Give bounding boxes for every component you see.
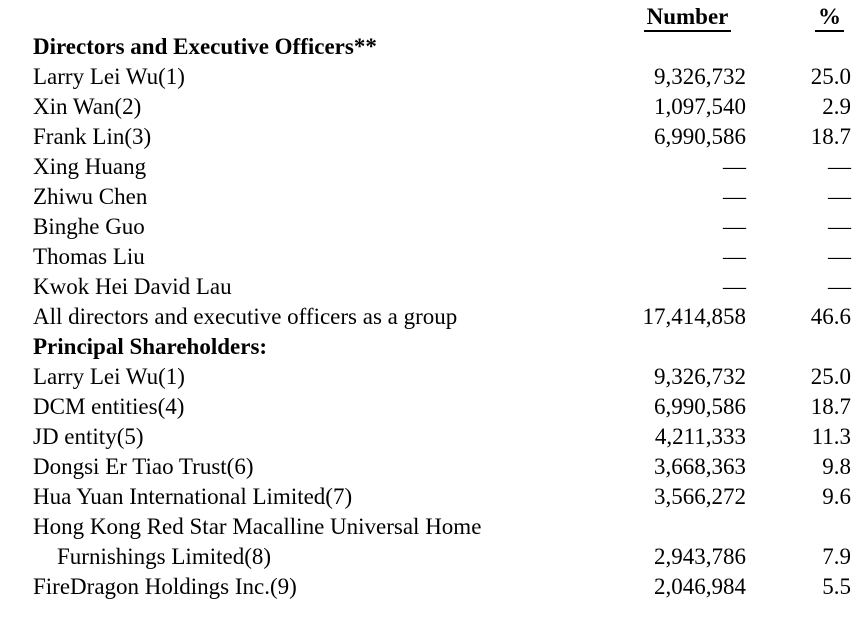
- section-heading: Directors and Executive Officers**: [33, 34, 377, 59]
- entity-name-cell: Xin Wan(2): [33, 94, 142, 119]
- shares-number-cell: —: [723, 184, 746, 209]
- shares-number-cell: 3,668,363: [654, 454, 746, 479]
- entity-name-cell: FireDragon Holdings Inc.(9): [33, 574, 297, 599]
- shares-number-cell: 4,211,333: [654, 424, 746, 449]
- entity-name-cell: Larry Lei Wu(1): [33, 64, 185, 89]
- percent-cell: —: [828, 214, 851, 239]
- table-row: [33, 62, 851, 92]
- number-header-label: Number: [644, 4, 732, 32]
- entity-name-cell: Frank Lin(3): [33, 124, 152, 149]
- table-row: [33, 422, 851, 452]
- table-row: [33, 152, 851, 182]
- percent-column-header: [746, 2, 851, 32]
- table-row: [33, 572, 851, 602]
- shares-number-cell: —: [723, 154, 746, 179]
- entity-name-cell: Dongsi Er Tiao Trust(6): [33, 454, 254, 479]
- percent-header-box: [808, 2, 851, 32]
- percent-cell: 18.7: [810, 124, 851, 149]
- shares-number-cell: 9,326,732: [654, 364, 746, 389]
- percent-cell: 46.6: [810, 304, 851, 329]
- entity-name-cell: Hua Yuan International Limited(7): [33, 484, 353, 509]
- table-row-section-directors: [33, 32, 851, 62]
- percent-cell: [746, 32, 851, 62]
- entity-name-cell: Larry Lei Wu(1): [33, 364, 185, 389]
- entity-name-cell: Thomas Liu: [33, 244, 145, 269]
- shares-number-cell: 17,414,858: [642, 304, 746, 329]
- entity-name-cell: Xing Huang: [33, 154, 147, 179]
- shares-number-cell: 1,097,540: [654, 94, 746, 119]
- table-row-wrapped-name-line2: [33, 542, 851, 572]
- percent-cell: 25.0: [810, 64, 851, 89]
- table-row: [33, 242, 851, 272]
- percent-cell: 5.5: [822, 574, 851, 599]
- shares-number-cell: 2,046,984: [654, 574, 746, 599]
- shares-number-cell: [609, 332, 746, 362]
- column-header-row: [33, 2, 851, 32]
- percent-cell: 7.9: [822, 544, 851, 569]
- table-row: [33, 362, 851, 392]
- shares-number-cell: [609, 512, 746, 542]
- percent-cell: —: [828, 184, 851, 209]
- percent-cell: 18.7: [810, 394, 851, 419]
- percent-cell: —: [828, 154, 851, 179]
- percent-cell: 11.3: [811, 424, 851, 449]
- percent-cell: [746, 512, 851, 542]
- percent-cell: —: [828, 244, 851, 269]
- shares-number-cell: 2,943,786: [654, 544, 746, 569]
- table-row: [33, 392, 851, 422]
- entity-name-cell: Kwok Hei David Lau: [33, 274, 232, 299]
- percent-cell: 25.0: [810, 364, 851, 389]
- table-row-wrapped-name-line1: [33, 512, 851, 542]
- percent-cell: 9.8: [822, 454, 851, 479]
- entity-name-cell: Furnishings Limited(8): [57, 544, 272, 569]
- entity-name-cell: Binghe Guo: [33, 214, 145, 239]
- shares-number-cell: [609, 32, 746, 62]
- shares-number-cell: 9,326,732: [654, 64, 746, 89]
- entity-name-cell: All directors and executive officers as a group: [33, 304, 458, 329]
- percent-cell: —: [828, 274, 851, 299]
- number-column-header: [609, 2, 746, 32]
- shares-number-cell: 6,990,586: [654, 394, 746, 419]
- shares-number-cell: 3,566,272: [654, 484, 746, 509]
- percent-header-label: %: [815, 4, 844, 32]
- entity-name-cell: Hong Kong Red Star Macalline Universal Home: [33, 514, 482, 539]
- table-row: [33, 122, 851, 152]
- section-heading: Principal Shareholders:: [33, 334, 268, 359]
- percent-cell: 2.9: [822, 94, 851, 119]
- percent-cell: 9.6: [822, 484, 851, 509]
- table-row: [33, 182, 851, 212]
- entity-name-cell: JD entity(5): [33, 424, 144, 449]
- percent-cell: [746, 332, 851, 362]
- ownership-table: [33, 2, 851, 602]
- shares-number-cell: —: [723, 214, 746, 239]
- table-row: [33, 272, 851, 302]
- entity-name-cell: DCM entities(4): [33, 394, 185, 419]
- table-row: [33, 212, 851, 242]
- shares-number-cell: —: [723, 274, 746, 299]
- shares-number-cell: —: [723, 244, 746, 269]
- shares-number-cell: 6,990,586: [654, 124, 746, 149]
- table-row: [33, 482, 851, 512]
- table-row-group-total: [33, 302, 851, 332]
- table-row: [33, 92, 851, 122]
- name-column-header: [33, 2, 609, 32]
- entity-name-cell: Zhiwu Chen: [33, 184, 148, 209]
- table-row-section-principal-shareholders: [33, 332, 851, 362]
- number-header-box: [629, 2, 746, 32]
- table-row: [33, 452, 851, 482]
